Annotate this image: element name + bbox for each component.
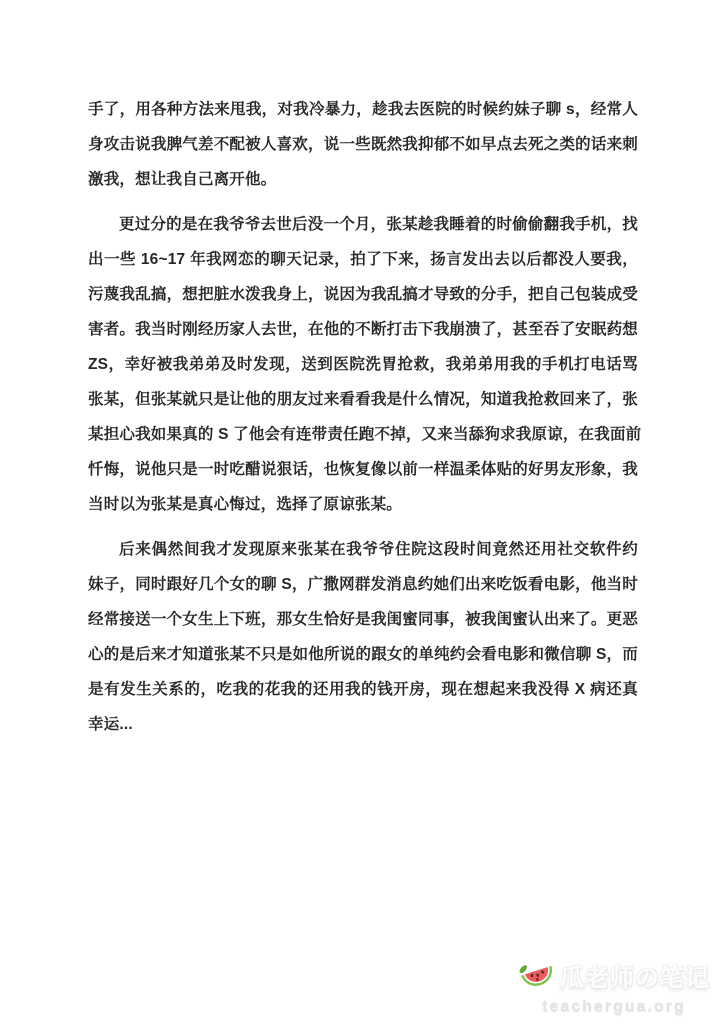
text-line: 后来偶然间我才发现原来张某在我爷爷住院这段时间竟然还用社交软件约 [119,541,638,558]
text-line: 更过分的是在我爷爷去世后没一个月，张某趁我睡着的时偷偷翻我手机，找 [119,216,638,233]
text-line: ZS，幸好被我弟弟及时发现，送到医院洗胃抢救，我弟弟用我的手机打电话骂 [88,356,638,373]
text-line: 忏悔，说他只是一时吃醋说狠话，也恢复像以前一样温柔体贴的好男友形象，我 [88,461,638,478]
text-line: 身攻击说我脾气差不配被人喜欢，说一些既然我抑郁不如早点去死之类的话来刺 [88,136,638,153]
text-line: 当时以为张某是真心悔过，选择了原谅张某。 [88,496,403,513]
text-line: 经常接送一个女生上下班，那女生恰好是我闺蜜同事，被我闺蜜认出来了。更恶 [88,611,638,628]
text-line: 出一些 16~17 年我网恋的聊天记录，拍了下来，扬言发出去以后都没人要我， [88,251,638,268]
text-line: 妹子，同时跟好几个女的聊 S，广撒网群发消息约她们出来吃饭看电影，他当时 [88,576,638,593]
text-line: 污蔑我乱搞，想把脏水泼我身上，说因为我乱搞才导致的分手，把自己包装成受 [88,286,638,303]
paragraph [88,532,638,742]
watermark-title: 瓜老师の笔记 [560,965,710,992]
text-line: 是有发生关系的，吃我的花我的还用我的钱开房，现在想起来我没得 X 病还真 [88,681,638,698]
text-line: 某担心我如果真的 S 了他会有连带责任跑不掉，又来当舔狗求我原谅，在我面前 [88,426,642,443]
text-line: 幸运... [88,716,133,733]
paragraph [88,92,638,197]
text-line: 害者。我当时刚经历家人去世，在他的不断打击下我崩溃了，甚至吞了安眠药想 [88,321,638,338]
watermelon-icon [518,954,556,997]
watermark [516,954,712,1016]
text-line: 激我，想让我自己离开他。 [88,171,277,188]
paragraph [88,207,642,522]
document-body [88,92,642,742]
text-line: 张某，但张某就只是让他的朋友过来看看我是什么情况，知道我抢救回来了，张 [88,391,638,408]
watermark-url: teachergua.org [542,998,686,1015]
text-line: 手了，用各种方法来甩我，对我冷暴力，趁我去医院的时候约妹子聊 s，经常人 [88,101,638,118]
text-line: 心的是后来才知道张某不只是如他所说的跟女的单纯约会看电影和微信聊 S，而 [88,646,638,663]
